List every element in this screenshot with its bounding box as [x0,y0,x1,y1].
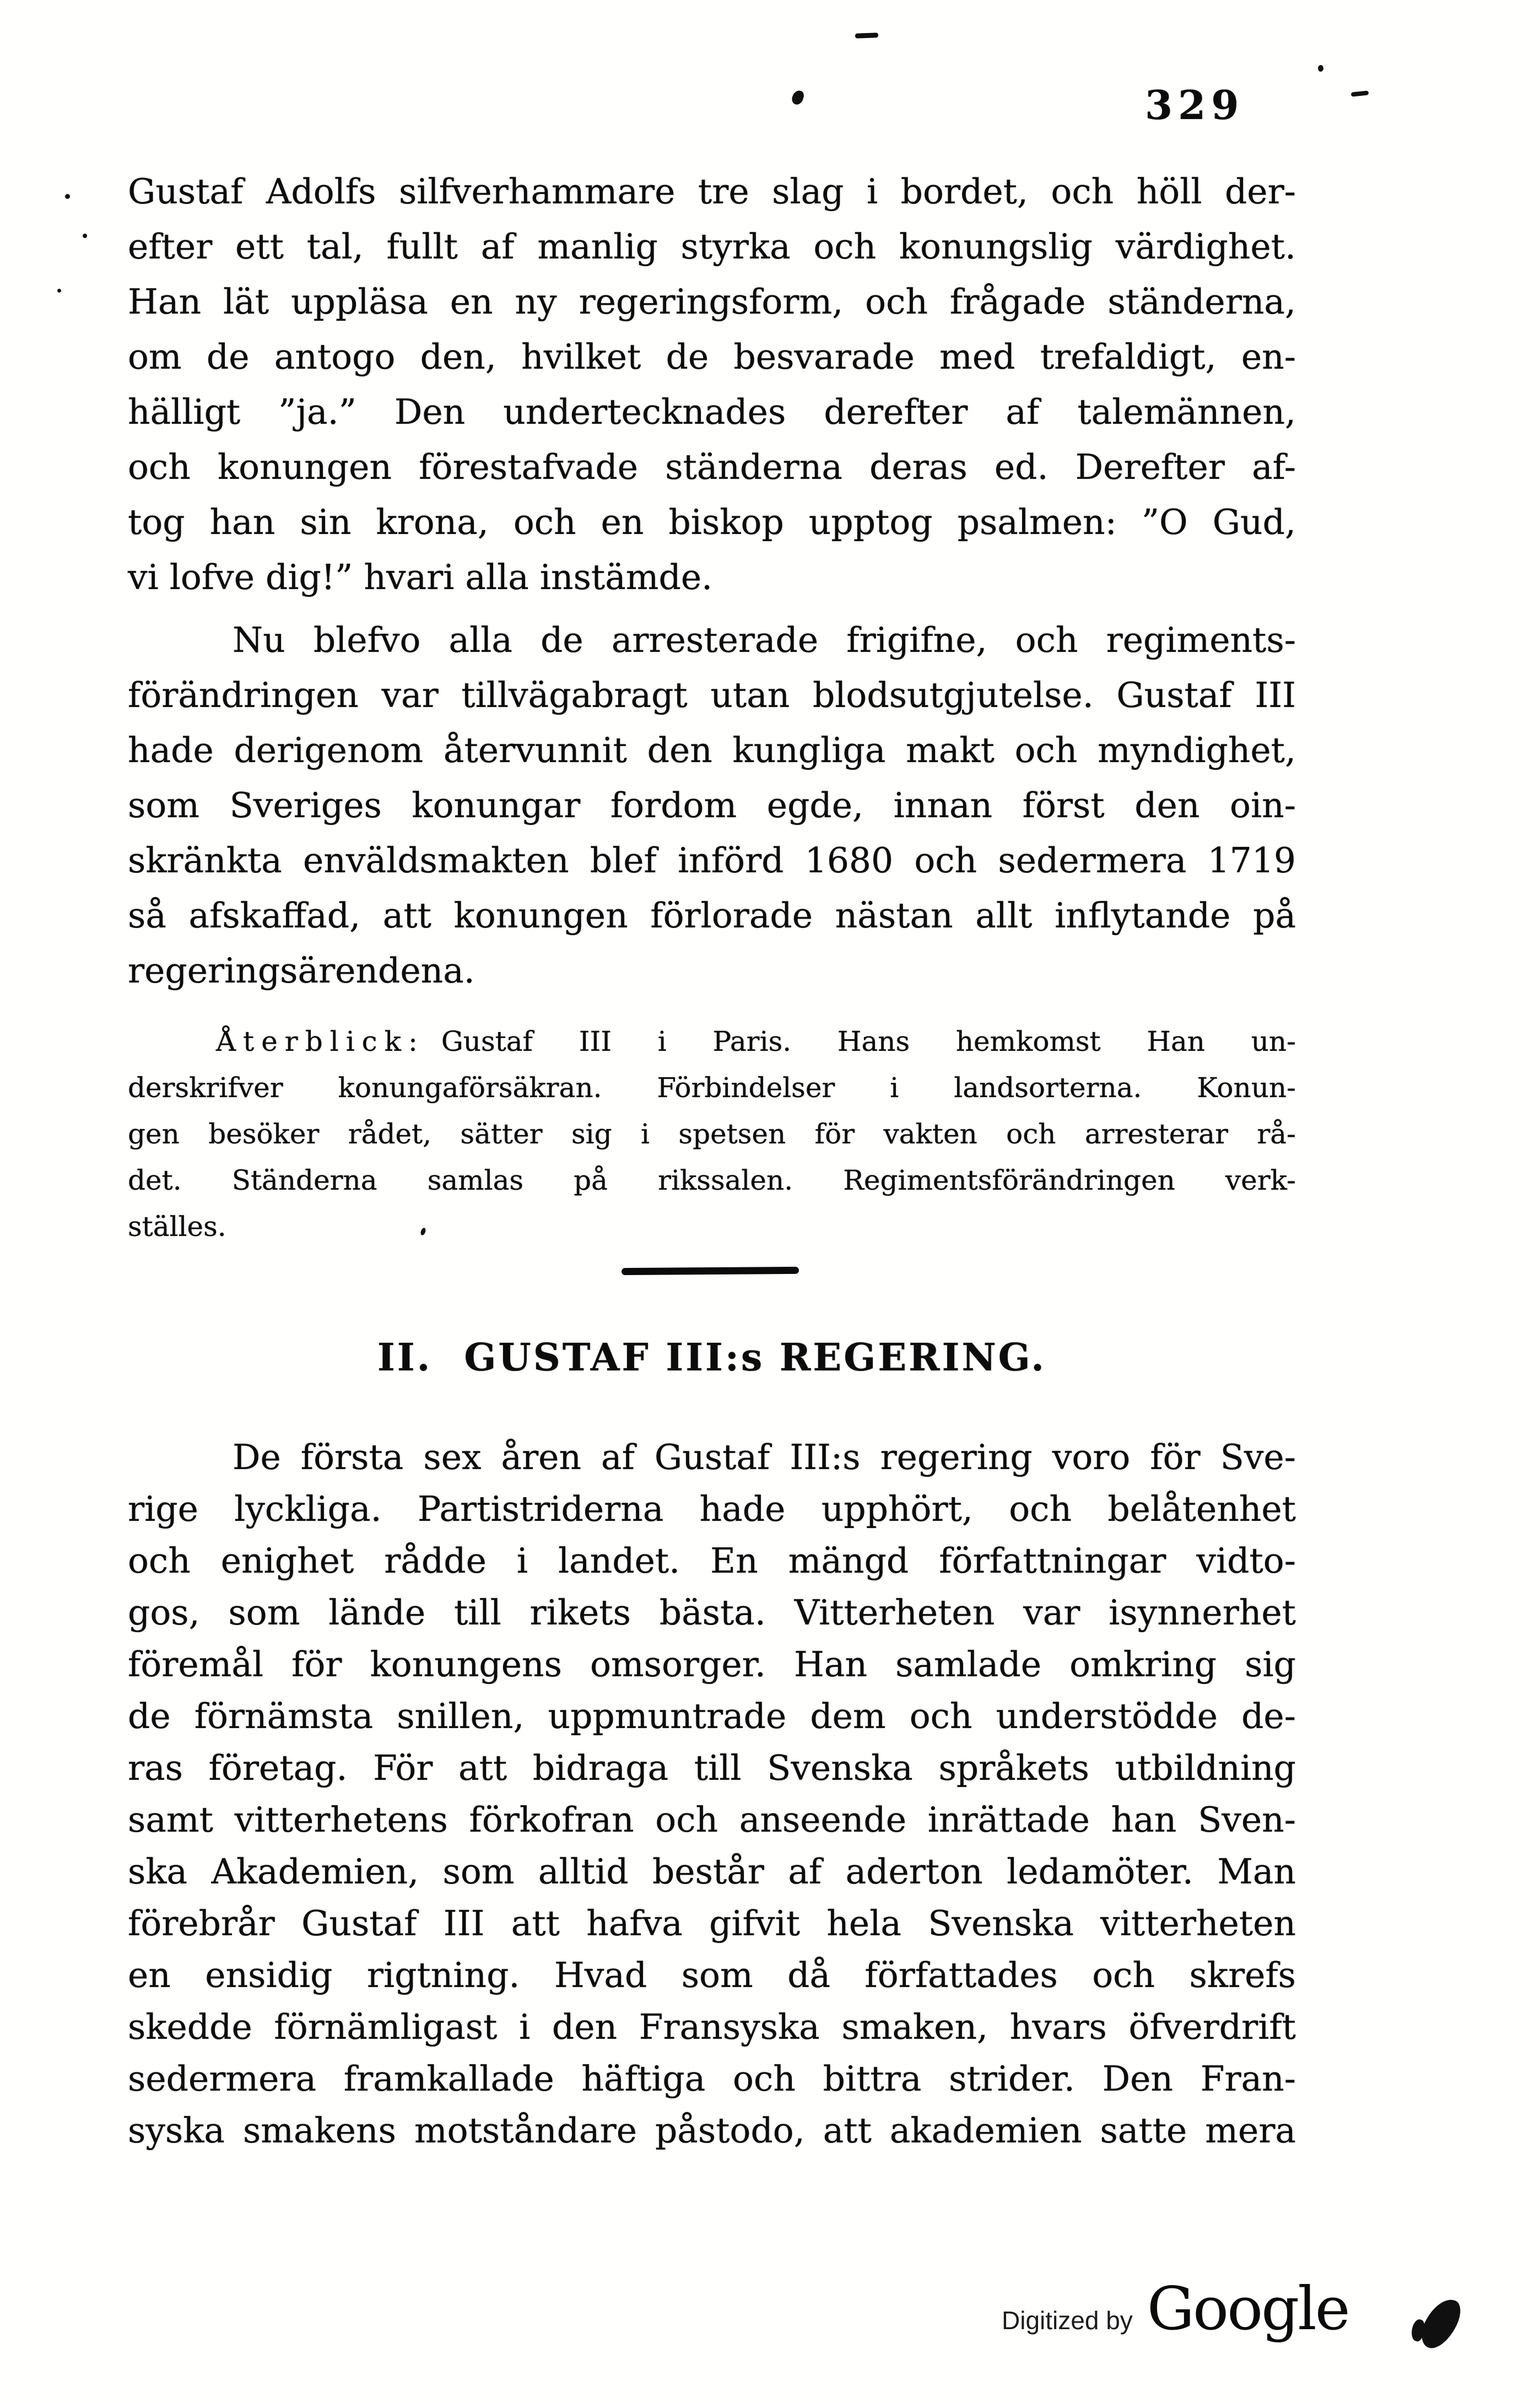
section-number: II. [377,1336,433,1380]
text-line: gos, som lände till rikets bästa. Vitterheten var isynnerhet [128,1592,1296,1633]
text-line: ställes. [128,1211,226,1243]
text-line: och enighet rådde i landet. En mängd författningar vidto- [128,1541,1296,1581]
text-line: regeringsärendena. [128,951,475,991]
ink-blot [1415,2293,1466,2355]
text-line: skedde förnämligast i den Fransyska smaken, hvars öfverdrift [128,2007,1296,2047]
text-line: ska Akademien, som alltid består af aderton ledamöter. Man [128,1851,1296,1892]
text-line: skränkta enväldsmakten blef införd 1680 och sedermera 1719 [128,840,1296,881]
ink-speck [1351,90,1369,96]
section-divider [622,1267,799,1275]
text-line: sedermera framkallade häftiga och bittra strider. Den Fran- [128,2059,1296,2099]
text-line: föremål för konungens omsorger. Han samlade omkring sig [128,1644,1296,1684]
retrospect-first-line-text: Gustaf III i Paris. Hans hemkomst Han un- [441,1025,1296,1057]
ink-speck [83,234,87,238]
text-line: så afskaffad, att konungen förlorade nästan allt inflytande på [128,895,1296,936]
ink-speck [65,194,70,199]
text-line: och konungen förestafvade ständerna deras ed. Derefter af- [128,447,1296,487]
text-line: De första sex åren af Gustaf III:s regering voro för Sve- [233,1437,1296,1477]
text-line: förebrår Gustaf III att hafva gifvit hela Svenska vitterheten [128,1903,1296,1943]
text-line: förändringen var tillvägabragt utan blodsutgjutelse. Gustaf III [128,675,1296,715]
text-line: hälligt ”ja.” Den undertecknades derefter af talemännen, [128,392,1296,432]
text-line: de förnämsta snillen, uppmuntrade dem och understödde de- [128,1696,1296,1736]
retrospect-label: Återblick: [216,1025,425,1057]
ink-speck [1318,65,1323,72]
section-heading [128,1336,1296,1380]
text-line: tog han sin krona, och en biskop upptog psalmen: ”O Gud, [128,502,1296,542]
text-line: syska smakens motståndare påstodo, att akademien satte mera [128,2110,1296,2151]
text-line: som Sveriges konungar fordom egde, innan först den oin- [128,785,1296,825]
ink-speck [57,289,61,293]
text-line: Han lät uppläsa en ny regeringsform, och frågade ständerna, [128,282,1296,322]
opening-paragraph [128,164,1296,605]
digitized-footer [1002,2275,1349,2343]
text-line: om de antogo den, hvilket de besvarade med trefaldigt, en- [128,337,1296,377]
text-line: samt vitterhetens förkofran och anseende inrättade han Sven- [128,1800,1296,1840]
text-line: ras företag. För att bidraga till Svenska språkets utbildning [128,1748,1296,1788]
ink-speck [791,89,805,106]
retrospect-first-line [128,1018,1296,1065]
page-number: 329 [1145,82,1245,128]
text-line: det. Ständerna samlas på rikssalen. Regimentsförändringen verk- [128,1164,1296,1196]
google-logo: Google [1147,2275,1349,2343]
text-line: gen besöker rådet, sätter sig i spetsen för vakten och arresterar rå- [128,1118,1296,1150]
text-line: efter ett tal, fullt af manlig styrka och konungslig värdighet. [128,226,1296,267]
text-line: vi lofve dig!” hvari alla instämde. [128,557,713,597]
section-title: GUSTAF III:s REGERING. [464,1336,1046,1380]
text-line: derskrifver konungaförsäkran. Förbindelser i landsorterna. Konun- [128,1072,1296,1104]
section-paragraph [128,1432,1296,2157]
text-line: hade derigenom återvunnit den kungliga makt och myndighet, [128,730,1296,770]
second-paragraph [128,613,1296,998]
retrospect-paragraph [128,1018,1296,1250]
text-line: Nu blefvo alla de arresterade frigifne, och regiments- [233,620,1296,660]
text-line: Gustaf Adolfs silfverhammare tre slag i bordet, och höll der- [128,171,1296,212]
text-line: en ensidig rigtning. Hvad som då författades och skrefs [128,1955,1296,1995]
ink-speck [855,33,878,38]
digitized-by-label: Digitized by [1002,2306,1133,2335]
text-line: rige lyckliga. Partistriderna hade upphört, och belåtenhet [128,1489,1296,1529]
